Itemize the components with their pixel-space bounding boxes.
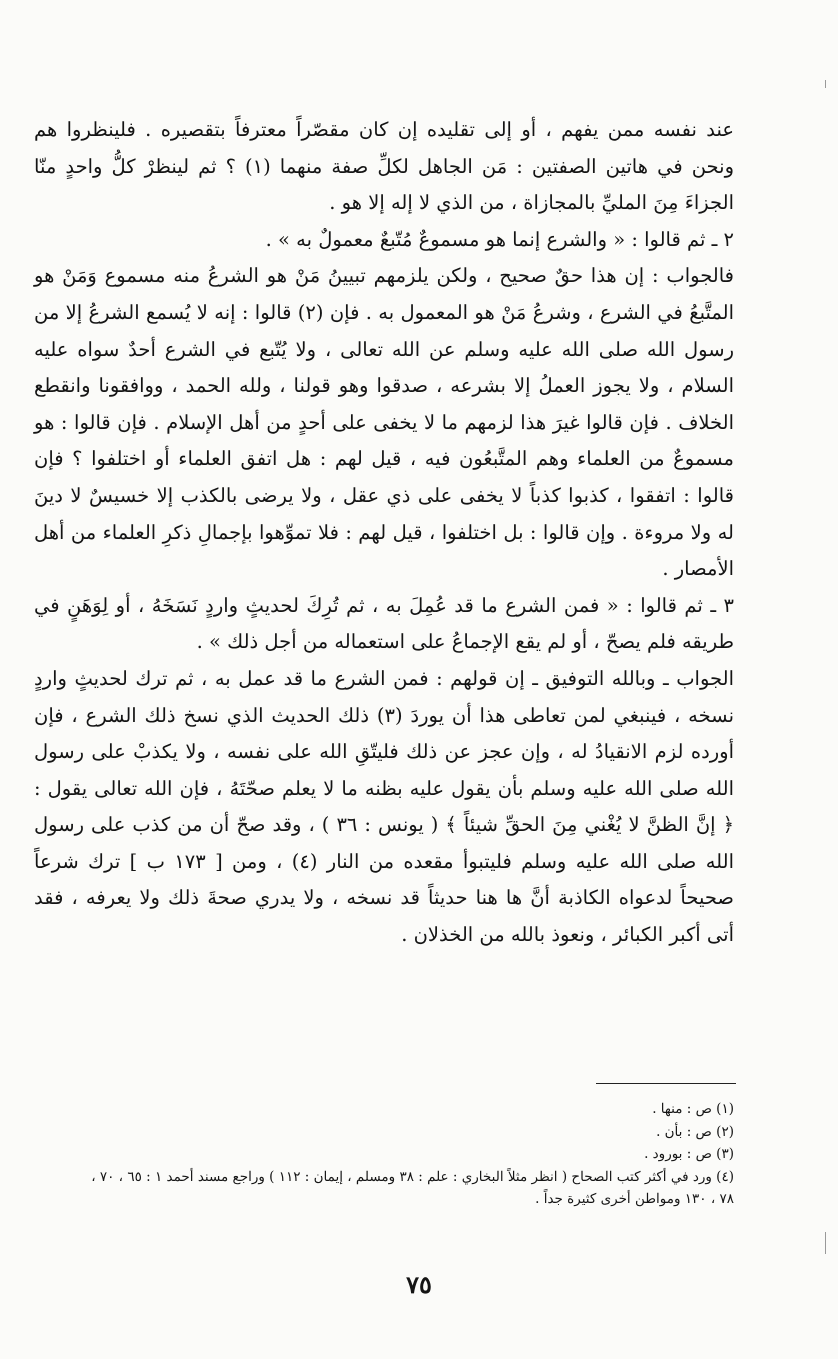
page-number: ٧٥ [406,1270,432,1299]
footnote-2: (٢) ص : بأن . [656,1123,734,1140]
scan-edge-mark-top [825,80,826,88]
paragraph-intro: عند نفسه ممن يفهم ، أو إلى تقليده إن كان مقصّراً معترفاً بتقصيره . فلينظروا هم ونحن في هاتين الصفتين : مَن الجاهل لكلِّ صفة منهما (١) ؟ ثم لينظرْ كلُّ واحدٍ منّا الجزاءَ مِنَ المليِّ بالمجازاة ، من الذي لا إله إلا هو . [34,118,734,215]
scan-edge-mark-bottom [825,1232,826,1254]
footnote-3: (٣) ص : بورود . [644,1146,734,1162]
body-text [34,112,734,954]
paragraph-claim-2: ٢ ـ ثم قالوا : « والشرع إنما هو مسموعٌ مُتّبعٌ معمولٌ به » . [265,227,734,251]
footnote-1: (١) ص : منها . [652,1101,734,1117]
footnote-4: (٤) ورد في أكثر كتب الصحاح ( انظر مثلاً البخاري : علم : ٣٨ ومسلم ، إيمان : ١١٢ ) وراجع مسند أحمد ١ : ٦٥ ، ٧٠ ، ٧٨ ، ١٣٠ ومواطن أخرى كثيرة جداً . [91,1168,734,1207]
paragraph-answer-2: فالجواب : إن هذا حقٌ صحيح ، ولكن يلزمهم تبيينُ مَنْ هو الشرعُ منه مسموع وَمَنْ هو المتَّبعُ في الشرع ، وشرعُ مَنْ هو المعمول به . فإن (٢) قالوا : إنه لا يُسمع الشرعُ إلا من رسول الله صلى الله عليه وسلم عن الله تعالى ، ولا يُتّبع في الشرع أحدٌ سواه عليه السلام ، ولا يجوز العملُ إلا بشرعه ، صدقوا وهو قولنا ، ولله الحمد ، ووافقونا وانقطع الخلاف . فإن قالوا غيرَ هذا لزمهم ما لا يخفى على أحدٍ من أهل الإسلام . فإن قالوا : هو مسموعٌ من العلماء وهم المتَّبعُون فيه ، قيل لهم : هل اتفق العلماء أو اختلفوا ؟ فإن قالوا : اتفقوا ، كذبوا كذباً لا يخفى على ذي عقل ، ولا يرضى بالكذب إلا خسيسٌ لا دينَ له ولا مروءة . وإن قالوا : بل اختلفوا ، قيل لهم : فلا تموِّهوا بإجمالِ ذكرِ العلماء من أهل الأمصار . [34,264,734,581]
paragraph-claim-3: ٣ ـ ثم قالوا : « فمن الشرع ما قد عُمِلَ به ، ثم تُرِكَ لحديثٍ واردٍ نَسَخَهُ ، أو لِوَهَنٍ في طريقه فلم يصحّ ، أو لم يقع الإجماعُ على استعماله من أجل ذلك » . [34,593,734,654]
footnotes [86,1098,734,1211]
paragraph-answer-3: الجواب ـ وبالله التوفيق ـ إن قولهم : فمن الشرع ما قد عمل به ، ثم ترك لحديثٍ واردٍ نسخه ، فينبغي لمن تعاطى هذا أن يوردَ (٣) ذلك الحديث الذي نسخ ذلك الشرع ، فإن أورده لزم الانقيادُ له ، وإن عجز عن ذلك فليتّقِ الله على نفسه ، ولا يكذبْ على رسول الله صلى الله عليه وسلم بأن يقول عليه بظنه ما لا يعلم صحّتَهُ ، فإن الله تعالى يقول : ﴿ إنَّ الظنَّ لا يُغْني مِنَ الحقِّ شيئاً ﴾ ( يونس : ٣٦ ) ، وقد صحّ أن من كذب على رسول الله صلى الله عليه وسلم فليتبوأ مقعده من النار (٤) ، ومن [ ١٧٣ ب ] ترك شرعاً صحيحاً لدعواه الكاذبة أنَّ ها هنا حديثاً قد نسخه ، ولا يدري صحةَ ذلك ولا يعرفه ، فقد أتى أكبر الكبائر ، ونعوذ بالله من الخذلان . [34,666,734,947]
footnote-divider [596,1083,736,1084]
